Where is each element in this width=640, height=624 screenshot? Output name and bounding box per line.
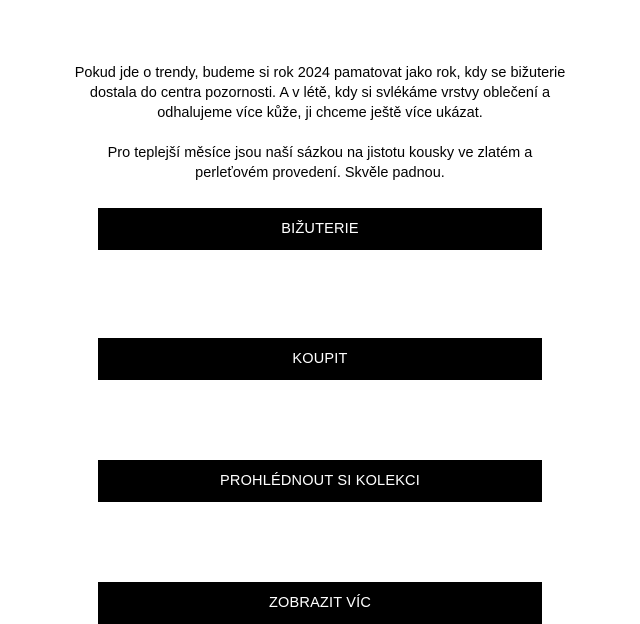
buy-button[interactable]: KOUPIT (98, 338, 542, 380)
intro-paragraph-trends: Pokud jde o trendy, budeme si rok 2024 pamatovat jako rok, kdy se bižuterie dostala do centra pozornosti. A v létě, kdy si svlékáme vrstvy oblečení a odhalujeme více kůže, ji chceme ještě více ukázat. (74, 64, 566, 121)
show-more-button[interactable]: ZOBRAZIT VÍC (98, 582, 542, 624)
intro-paragraph-warm-months: Pro teplejší měsíce jsou naší sázkou na jistotu kousky ve zlatém a perleťovém provedení. Skvěle padnou. (107, 144, 533, 181)
jewelry-button[interactable]: BIŽUTERIE (98, 208, 542, 250)
browse-collection-button[interactable]: PROHLÉDNOUT SI KOLEKCI (98, 460, 542, 502)
